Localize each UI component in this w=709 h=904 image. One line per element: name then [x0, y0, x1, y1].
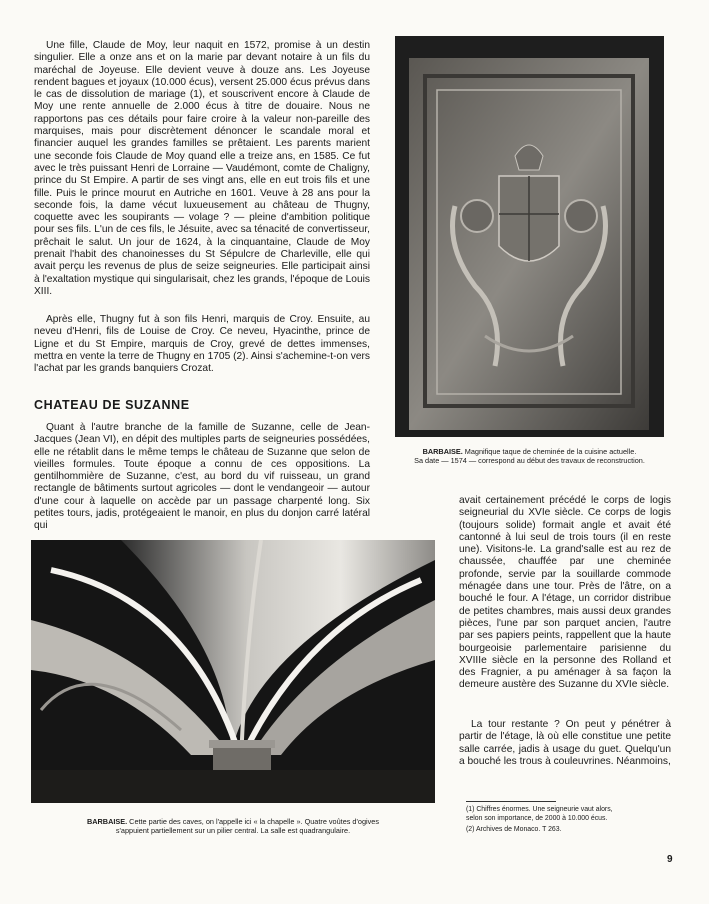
footnote-1-line-2: selon son importance, de 2000 à 10.000 écus. [466, 814, 608, 822]
footnote-divider [466, 801, 556, 802]
caption-text: Cette partie des caves, on l'appelle ici « la chapelle ». Quatre voûtes d'ogives [127, 817, 379, 826]
caption-place: BARBAISE. [422, 447, 463, 456]
hearth-plate-photo [395, 36, 664, 437]
paragraph-suzanne-intro: Quant à l'autre branche de la famille de Suzanne, celle de Jean-Jacques (Jean VI), en dépit des multiples parts de seigneuries possédées, elle ne rétablit dans le même temps le château de Suzanne que selon de vieilles formules. Toute époque a connu de ces oppositions. La gentilhommière de Suzanne, c'est, au bord du vif ruisseau, un grand rectangle de bâtiments surtout agricoles — dont le vendangeoir — autour d'une cour à laquelle on accède par un passage charpenté long. Six petites tours, jadis, protégeaient le manoir, en plus du donjon carré latéral qui [34, 422, 370, 532]
caption-text: Magnifique taque de cheminée de la cuisine actuelle. [462, 447, 637, 456]
footnote-1-line-1: (1) Chiffres énormes. Une seigneurie vaut alors, [466, 806, 613, 813]
page-number: 9 [667, 854, 673, 865]
paragraph-thugny-succession: Après elle, Thugny fut à son fils Henri, marquis de Croy. Ensuite, au neveu d'Henri, fils de Louise de Croy. Ce neveu, Hyacinthe, prince de Ligne et du St Empire, marquis de Croy, grevé de dettes immenses, mettra en vente la terre de Thugny en 1705 (2). Ainsi s'achemine-t-on vers l'achat par les grands banquiers Crozat. [34, 314, 370, 375]
footnote-2: (2) Archives de Monaco. T 263. [466, 826, 562, 834]
vaulted-cellar-illustration [31, 540, 435, 803]
vaulted-cellar-caption [31, 817, 435, 835]
paragraph-claude-de-moy: Une fille, Claude de Moy, leur naquit en 1572, promise à un destin singulier. Elle a onze ans et on la marie par devant notaire à un fils du maréchal de Joyeuse. Elle devient veuve à douze ans. Les Joyeuse rendent bagues et joyaux (10.000 écus), versent 25.000 écus prévus dans le cas de dissolution de mariage (1), et souscrivent encore à Claude de Moy une rente annuelle de 2.000 écus à titre de douaire. Nous ne rapportons pas ces détails pour faire croire à la valeur non-pareille des marquises, mais pour discrètement dénoncer le scandale moral et financier auquel les grandes familles se prêtaient. Les parents marient une seconde fois Claude de Moy quand elle a treize ans, en 1585. Ce fut avec le très puissant Henri de Lorraine — Vaudémont, comte de Chaligny, prince du St Empire. A partir de ses vingt ans, elle en eut trois fils et une fille. Puis le prince mourut en Autriche en 1601. Veuve à 28 ans pour la seconde fois, la dame vécut luxueusement au château de Thugny, coquette avec les soupirants — volage ? — pleine d'ambition politique pour ses fils. L'un de ces fils, le Jésuite, avec sa ténacité de convertisseur, prêchait le salut. Un jour de 1624, à la cinquantaine, Claude de Moy prenait l'habit des chanoinesses du St Sépulcre de Charleville, elle qui avait perçu les revenus de plus de seize seigneuries. Elle participait ainsi à l'exaltation mystique qui singularisait, chez les grands, l'époque de Louis XIII. [34, 40, 370, 297]
hearth-plate-caption [395, 447, 664, 465]
footnotes [466, 806, 671, 835]
paragraph-corps-de-logis: avait certainement précédé le corps de logis seigneurial du XVIe siècle. Ce corps de logis (toujours solide) formait angle et avait été cantonné à lui seul de trois tours (il en reste une). Visitons-le. La grand'salle est au rez de chaussée, chauffée par une cheminée profonde, servie par la souillarde commode ménagée dans une tour. Près de l'âtre, on a bouché le four. A l'étage, un corridor distribue de petites chambres, mais aussi deux grandes pièces, l'une par son parquet ancien, l'autre par ses papiers peints, rappellent que la haute bourgeoisie parlementaire parisienne du XVIIIe siècle en la personne des Rolland et des Fragnier, a pu aménager à sa façon la demeure austère des Suzanne du XVIe siècle. [459, 495, 671, 691]
paragraph-tour-restante: La tour restante ? On peut y pénétrer à partir de l'étage, là où elle constitue une petite salle carrée, jadis à usage du guet. Quelqu'un a bouché les trous à couleuvrines. Néanmoins, [459, 719, 671, 767]
caption-text-2: Sa date — 1574 — correspond au début des travaux de reconstruction. [414, 456, 645, 465]
vaulted-cellar-photo [31, 540, 435, 803]
hearth-plate-illustration [395, 36, 664, 437]
caption-place: BARBAISE. [87, 817, 128, 826]
section-heading: CHATEAU DE SUZANNE [34, 398, 190, 412]
caption-text-2: s'appuient partiellement sur un pilier central. La salle est quadrangulaire. [115, 826, 351, 835]
footnote-1 [466, 806, 671, 823]
